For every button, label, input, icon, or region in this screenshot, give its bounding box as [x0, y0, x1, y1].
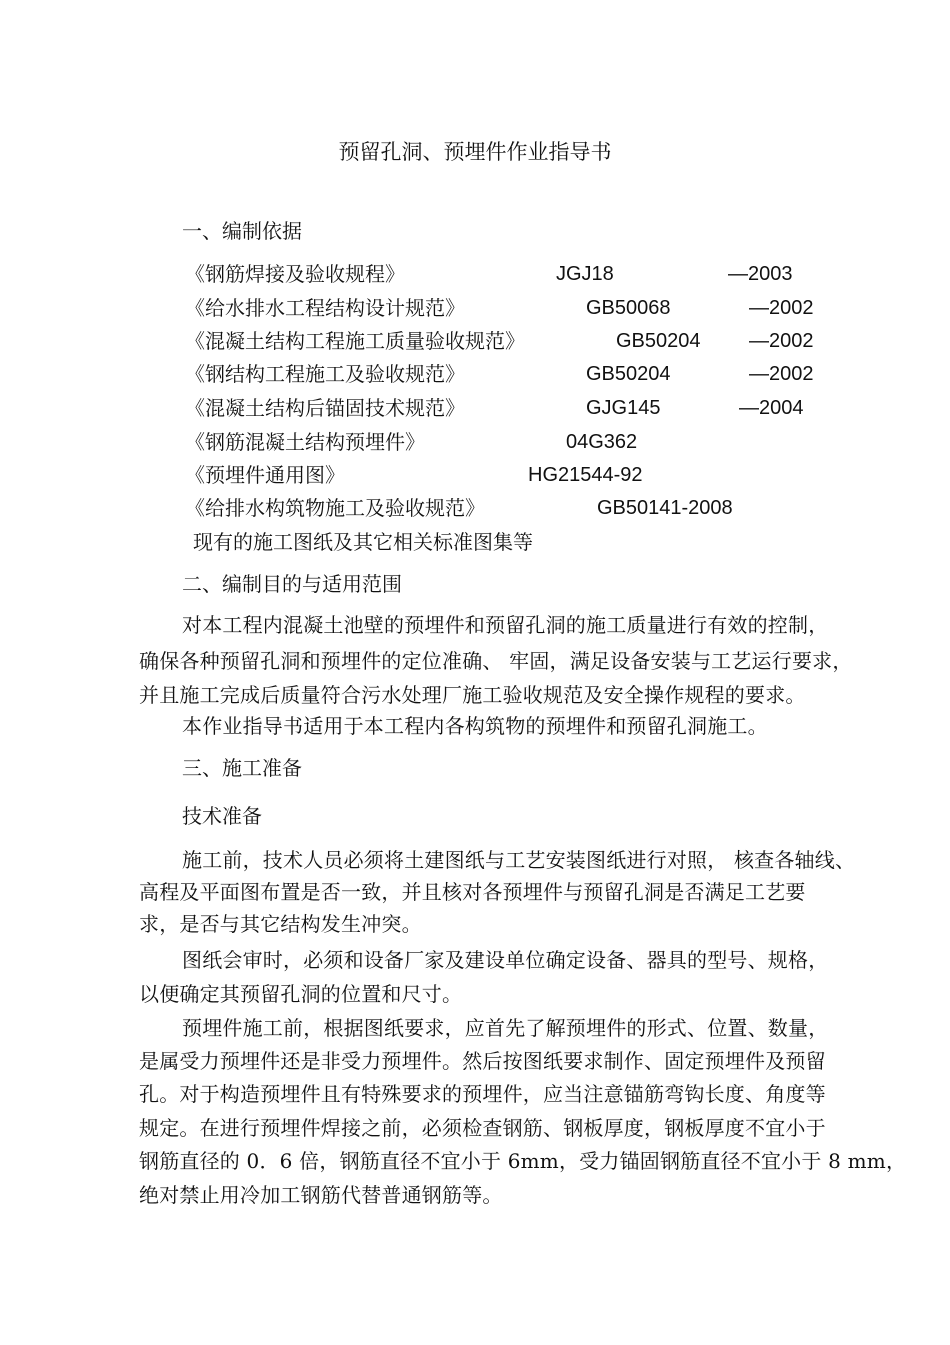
- section-heading-preparation: 三、施工准备: [182, 756, 302, 780]
- subheading-technical: 技术准备: [182, 804, 262, 828]
- ref-code: HG21544-92: [528, 464, 643, 486]
- ref-code: GJG145: [586, 397, 661, 419]
- ref-code: JGJ18: [556, 263, 614, 285]
- paragraph-line: 以便确定其预留孔洞的位置和尺寸。: [139, 982, 463, 1006]
- ref-name: 《预埋件通用图》: [185, 463, 345, 487]
- ref-extra: 现有的施工图纸及其它相关标准图集等: [193, 530, 533, 554]
- ref-name: 《钢筋混凝土结构预埋件》: [185, 430, 425, 454]
- paragraph-line: 求，是否与其它结构发生冲突。: [139, 912, 422, 936]
- paragraph-line: 并且施工完成后质量符合污水处理厂施工验收规范及安全操作规程的要求。: [139, 683, 806, 707]
- ref-name: 《钢结构工程施工及验收规范》: [185, 362, 465, 386]
- paragraph-line: 钢筋直径的 0．6 倍，钢筋直径不宜小于 6mm，受力锚固钢筋直径不宜小于 8 mm，: [139, 1149, 907, 1173]
- paragraph-line: 孔。对于构造预埋件且有特殊要求的预埋件，应当注意锚筋弯钩长度、角度等: [139, 1082, 826, 1106]
- paragraph-line: 对本工程内混凝土池壁的预埋件和预留孔洞的施工质量进行有效的控制，: [182, 613, 829, 637]
- ref-name: 《混凝土结构工程施工质量验收规范》: [185, 329, 525, 353]
- section-heading-basis: 一、编制依据: [182, 219, 302, 243]
- paragraph-line: 确保各种预留孔洞和预埋件的定位准确、 牢固，满足设备安装与工艺运行要求，: [139, 649, 853, 673]
- ref-name: 《给水排水工程结构设计规范》: [185, 296, 465, 320]
- paragraph-line: 绝对禁止用冷加工钢筋代替普通钢筋等。: [139, 1183, 503, 1207]
- paragraph-line: 预埋件施工前，根据图纸要求，应首先了解预埋件的形式、位置、数量，: [182, 1016, 829, 1040]
- paragraph-line: 本作业指导书适用于本工程内各构筑物的预埋件和预留孔洞施工。: [182, 714, 768, 738]
- ref-year: —2004: [739, 397, 804, 419]
- ref-name: 《钢筋焊接及验收规程》: [185, 262, 405, 286]
- section-heading-purpose: 二、编制目的与适用范围: [182, 572, 402, 596]
- ref-code: GB50141-2008: [597, 497, 733, 519]
- ref-name: 《混凝土结构后锚固技术规范》: [185, 396, 465, 420]
- ref-year: —2002: [749, 297, 814, 319]
- ref-name: 《给排水构筑物施工及验收规范》: [185, 496, 485, 520]
- ref-code: GB50068: [586, 297, 671, 319]
- paragraph-line: 是属受力预埋件还是非受力预埋件。然后按图纸要求制作、固定预埋件及预留: [139, 1049, 826, 1073]
- ref-year: —2002: [749, 363, 814, 385]
- paragraph-line: 施工前，技术人员必须将土建图纸与工艺安装图纸进行对照， 核查各轴线、: [182, 848, 856, 872]
- ref-code: 04G362: [566, 431, 638, 453]
- paragraph-line: 规定。在进行预埋件焊接之前，必须检查钢筋、钢板厚度，钢板厚度不宜小于: [139, 1116, 826, 1140]
- paragraph-line: 高程及平面图布置是否一致，并且核对各预埋件与预留孔洞是否满足工艺要: [139, 880, 806, 904]
- page-title: 预留孔洞、预埋件作业指导书: [338, 140, 612, 164]
- paragraph-line: 图纸会审时，必须和设备厂家及建设单位确定设备、器具的型号、规格，: [182, 948, 829, 972]
- ref-code: GB50204: [616, 330, 701, 352]
- ref-year: —2002: [749, 330, 814, 352]
- ref-year: —2003: [728, 263, 793, 285]
- ref-code: GB50204: [586, 363, 671, 385]
